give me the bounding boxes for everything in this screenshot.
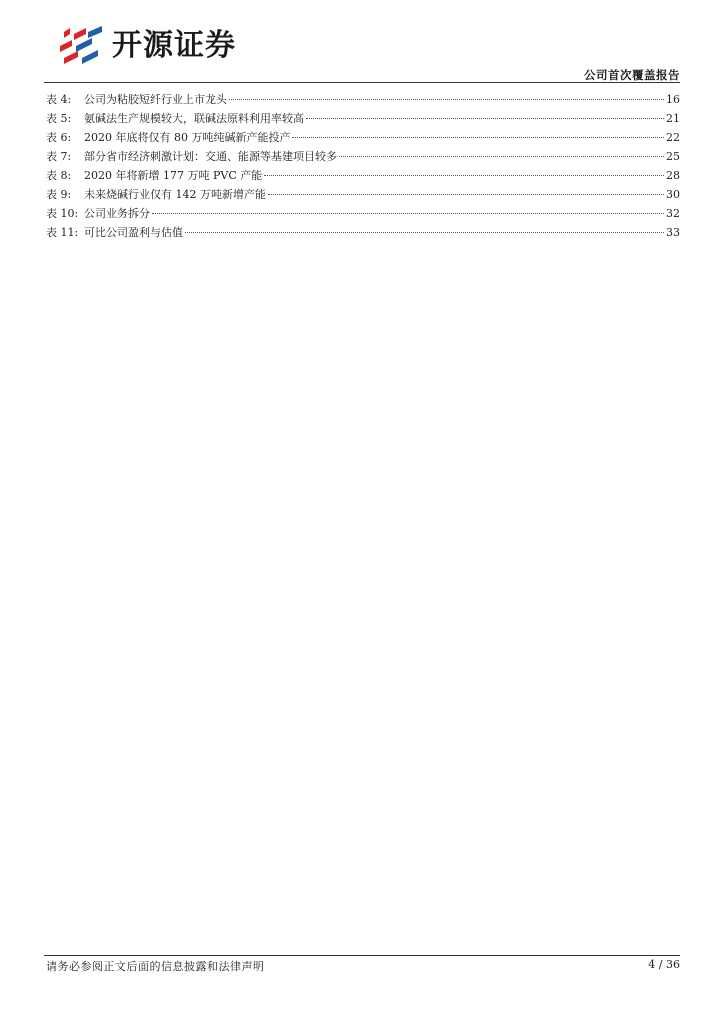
toc-page-number[interactable]: 30 (666, 188, 680, 201)
header-divider (44, 82, 680, 83)
toc-title[interactable]: 公司为粘胶短纤行业上市龙头 (84, 93, 227, 106)
toc-entry[interactable] (46, 109, 680, 128)
toc-dot-leader (185, 231, 664, 233)
toc-page-number[interactable]: 16 (666, 93, 680, 106)
toc-page-number[interactable]: 28 (666, 169, 680, 182)
toc-label: 表 10: (46, 207, 79, 220)
toc-title[interactable]: 可比公司盈利与估值 (84, 226, 183, 239)
toc-entry[interactable] (46, 185, 680, 204)
toc-label: 表 9: (46, 188, 72, 201)
kaiyuan-logo-icon (58, 24, 108, 68)
toc-entry[interactable] (46, 128, 680, 147)
toc-page-number[interactable]: 22 (666, 131, 680, 144)
toc-label: 表 5: (46, 112, 72, 125)
brand-name: 开源证券 (112, 28, 236, 63)
toc-entry[interactable] (46, 166, 680, 185)
toc-page-number[interactable]: 33 (666, 226, 680, 239)
toc-title[interactable]: 氨碱法生产规模较大，联碱法原料利用率较高 (84, 112, 304, 125)
toc-dot-leader (229, 98, 664, 100)
toc-dot-leader (264, 174, 664, 176)
toc-entry[interactable] (46, 204, 680, 223)
toc-dot-leader (306, 117, 664, 119)
toc-label: 表 11: (46, 226, 79, 239)
toc-label: 表 8: (46, 169, 72, 182)
toc-entry[interactable] (46, 90, 680, 109)
toc-title[interactable]: 未来烧碱行业仅有 142 万吨新增产能 (84, 188, 266, 201)
toc-title[interactable]: 2020 年将新增 177 万吨 PVC 产能 (84, 169, 263, 182)
toc-title[interactable]: 部分省市经济刺激计划：交通、能源等基建项目较多 (84, 150, 337, 163)
toc-dot-leader (268, 193, 664, 195)
brand-logo (58, 24, 236, 68)
toc-title[interactable]: 2020 年底将仅有 80 万吨纯碱新产能投产 (84, 131, 291, 144)
toc-label: 表 4: (46, 93, 72, 106)
toc-entry[interactable] (46, 147, 680, 166)
footer-disclaimer: 请务必参阅正文后面的信息披露和法律声明 (46, 960, 265, 973)
table-of-contents (46, 90, 680, 242)
toc-page-number[interactable]: 32 (666, 207, 680, 220)
toc-title[interactable]: 公司业务拆分 (84, 207, 150, 220)
footer-divider (44, 955, 680, 956)
toc-label: 表 6: (46, 131, 72, 144)
toc-dot-leader (292, 136, 664, 138)
report-type: 公司首次覆盖报告 (584, 68, 680, 82)
toc-label: 表 7: (46, 150, 72, 163)
toc-dot-leader (339, 155, 664, 157)
page-indicator: 4 / 36 (648, 958, 680, 971)
toc-page-number[interactable]: 25 (666, 150, 680, 163)
toc-entry[interactable] (46, 223, 680, 242)
toc-dot-leader (152, 212, 664, 214)
toc-page-number[interactable]: 21 (666, 112, 680, 125)
